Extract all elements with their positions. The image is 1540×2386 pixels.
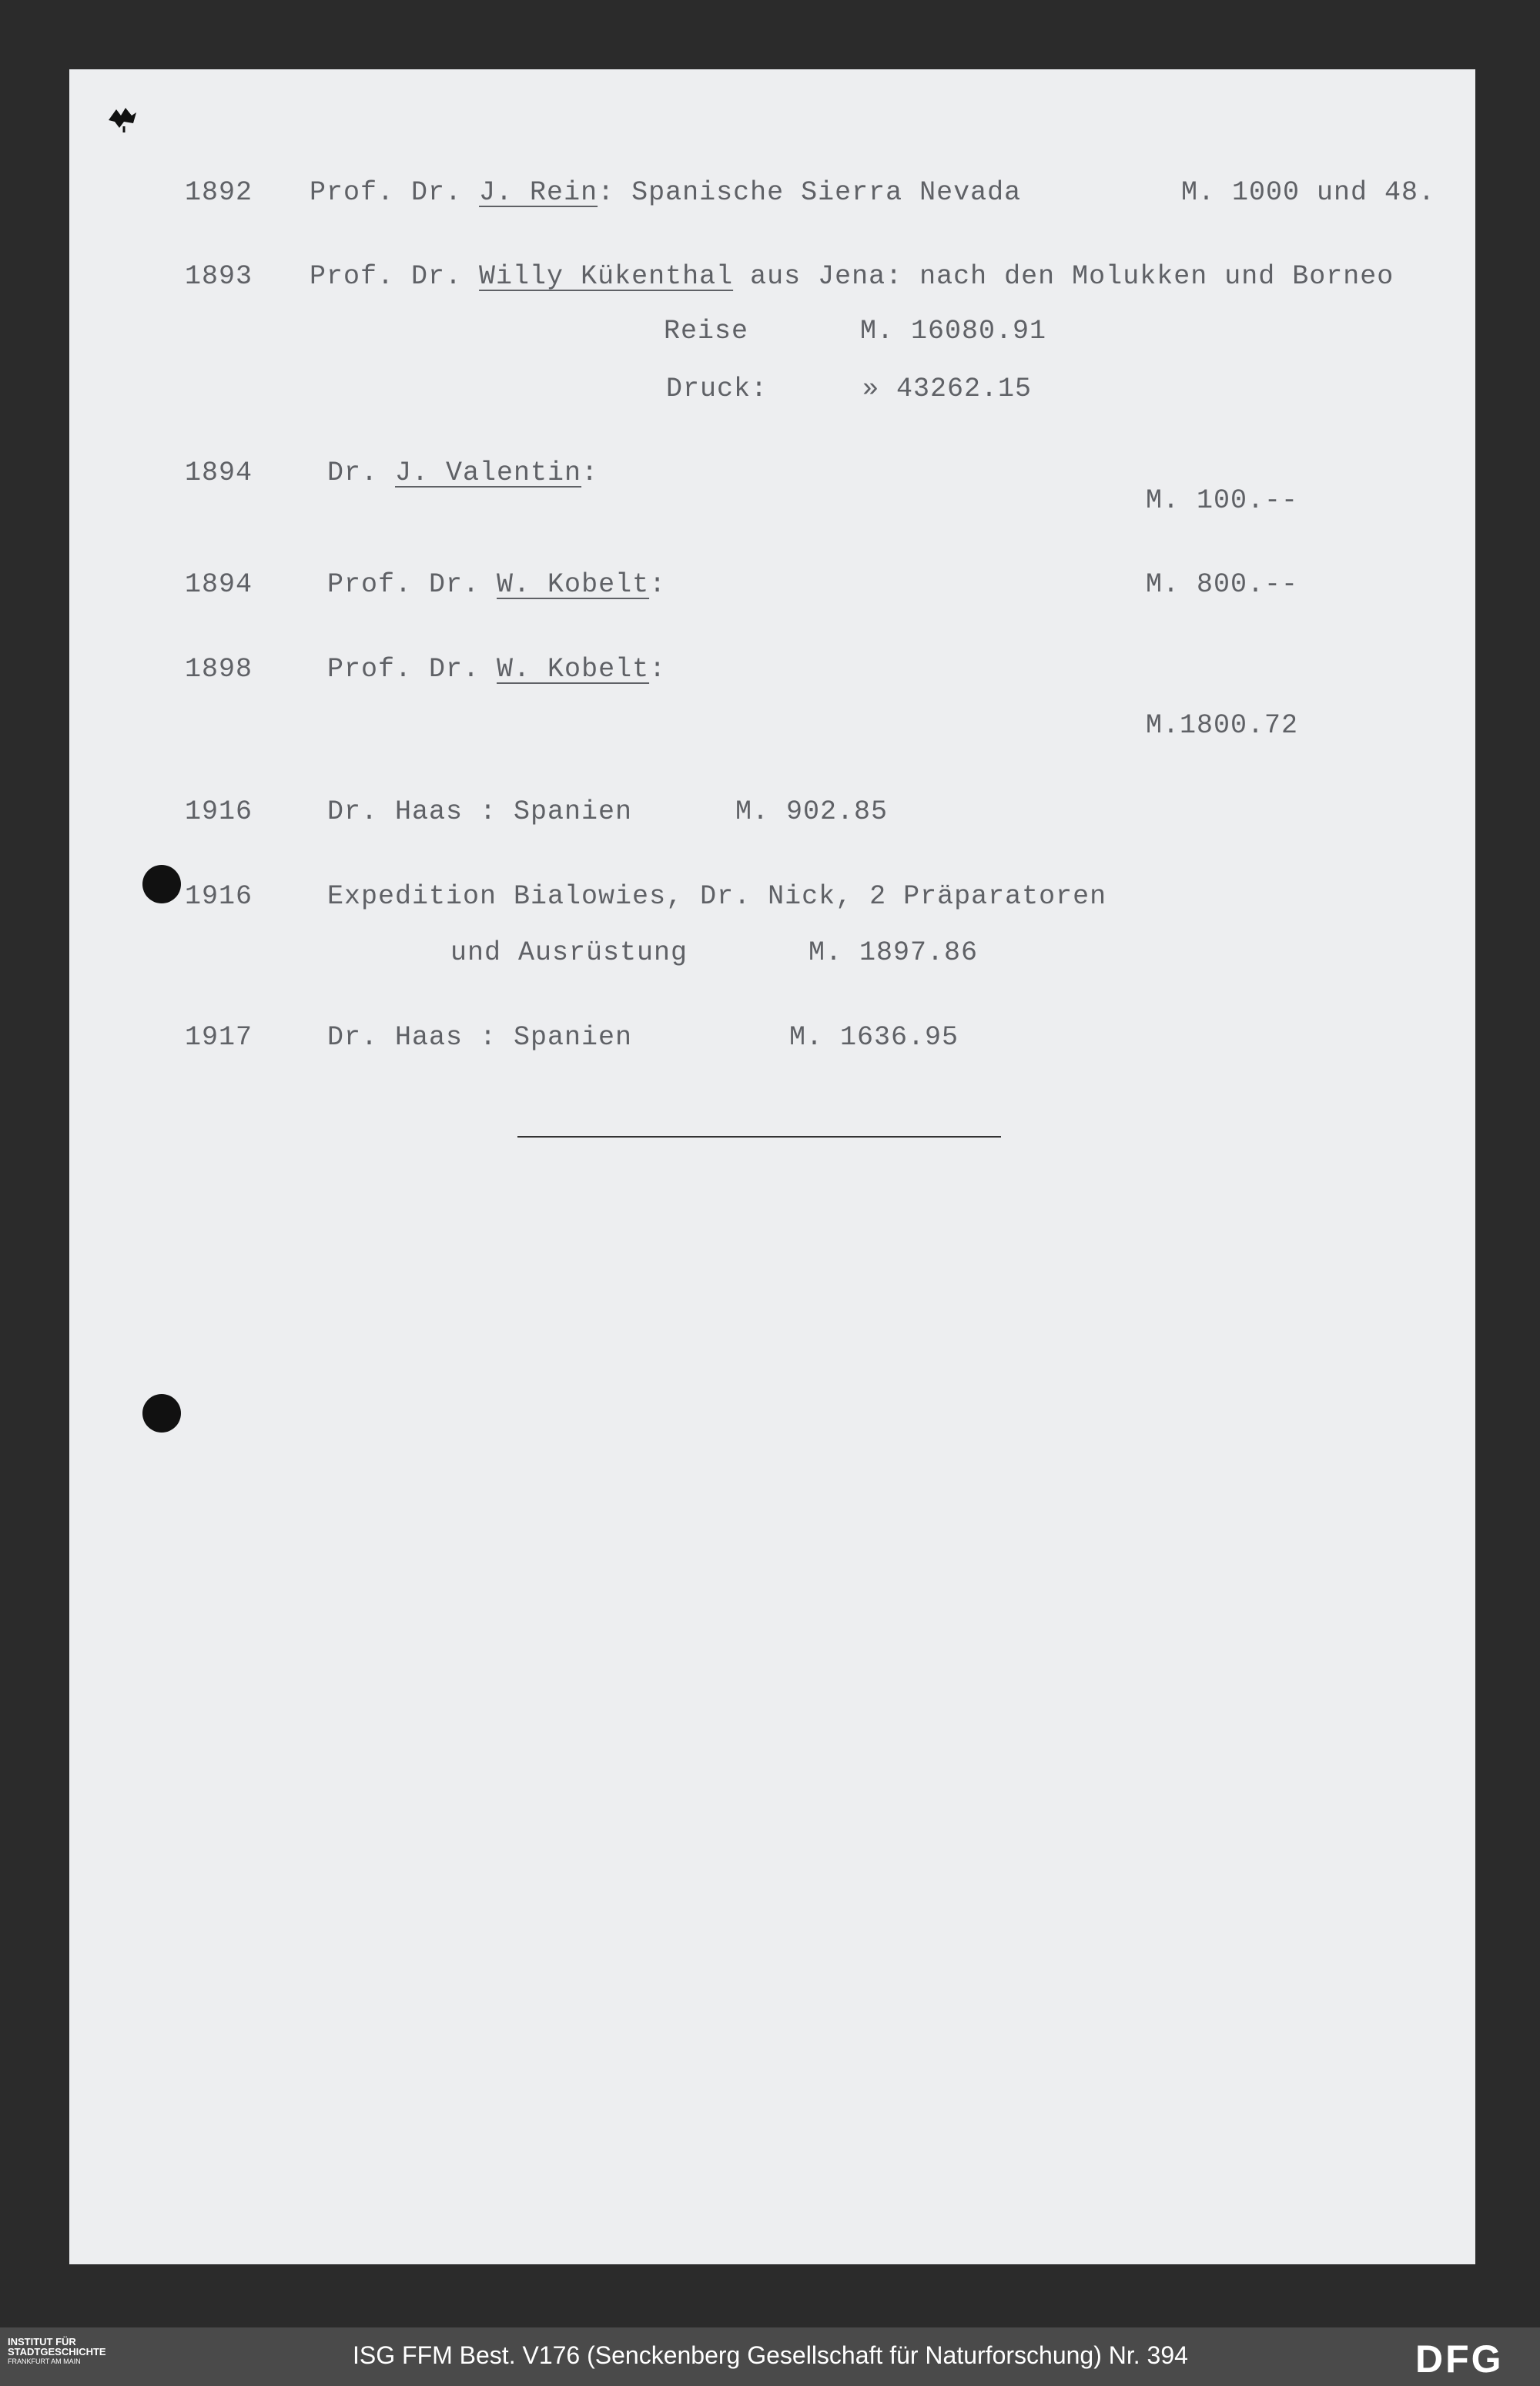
- entry-title-prefix: Dr.: [327, 457, 396, 488]
- entry-title-prefix: Prof. Dr.: [327, 569, 497, 600]
- entry-description: :: [581, 457, 599, 488]
- entry-year: 1916: [185, 796, 253, 827]
- archive-caption: ISG FFM Best. V176 (Senckenberg Gesellschaft für Naturforschung) Nr. 394: [353, 2341, 1188, 2369]
- handwritten-mark-icon: [105, 105, 139, 134]
- entry-title-prefix: Prof. Dr.: [310, 261, 480, 292]
- archive-footer: [0, 2327, 1540, 2386]
- entry-description: Dr. Haas : Spanien: [327, 1022, 633, 1053]
- entry-amount: M. 100.--: [1146, 485, 1299, 516]
- entry-line: [327, 654, 666, 685]
- closing-rule: [517, 1136, 1001, 1138]
- entry-person-name: J. Valentin: [395, 457, 582, 488]
- entry-description: aus Jena: nach den Molukken und Borneo: [733, 261, 1394, 292]
- entry-amount: M. 1897.86: [808, 937, 979, 968]
- entry-line: [327, 569, 666, 600]
- entry-year: 1894: [185, 569, 253, 600]
- entry-person-name: Willy Kükenthal: [479, 261, 734, 292]
- institute-logo: [8, 2337, 131, 2367]
- entry-amount: M.1800.72: [1146, 710, 1299, 741]
- dfg-logo: DFG: [1415, 2337, 1504, 2381]
- institute-line: INSTITUT FÜR: [8, 2336, 76, 2347]
- reise-amount: M. 16080.91: [860, 316, 1047, 347]
- entry-amount: M. 1000 und 48.: [1181, 177, 1436, 208]
- institute-subline: FRANKFURT AM MAIN: [8, 2358, 81, 2365]
- entry-title-prefix: Prof. Dr.: [327, 654, 497, 685]
- entry-person-name: W. Kobelt: [497, 569, 650, 600]
- entry-line: [310, 261, 1394, 292]
- entry-description-continued: und Ausrüstung: [450, 937, 688, 968]
- reise-label: Reise: [664, 316, 749, 347]
- entry-description: :: [649, 654, 667, 685]
- druck-label: Druck:: [666, 374, 768, 404]
- entry-description: Expedition Bialowies, Dr. Nick, 2 Präparatoren: [327, 881, 1107, 912]
- institute-line: STADTGESCHICHTE: [8, 2346, 106, 2358]
- entry-description: : Spanische Sierra Nevada: [598, 177, 1022, 208]
- entry-amount: M. 902.85: [735, 796, 889, 827]
- entry-title-prefix: Prof. Dr.: [310, 177, 480, 208]
- entry-description: Dr. Haas : Spanien: [327, 796, 633, 827]
- entry-description: :: [649, 569, 667, 600]
- entry-year: 1916: [185, 881, 253, 912]
- entry-year: 1917: [185, 1022, 253, 1053]
- entry-line: [327, 457, 598, 488]
- druck-amount: » 43262.15: [862, 374, 1033, 404]
- entry-person-name: W. Kobelt: [497, 654, 650, 685]
- entry-person-name: J. Rein: [479, 177, 598, 208]
- entry-amount: M. 1636.95: [789, 1022, 959, 1053]
- punch-hole-bottom: [142, 1394, 181, 1433]
- entry-year: 1894: [185, 457, 253, 488]
- entry-year: 1892: [185, 177, 253, 208]
- entry-year: 1893: [185, 261, 253, 292]
- entry-line: [310, 177, 1021, 208]
- entry-amount: M. 800.--: [1146, 569, 1299, 600]
- punch-hole-top: [142, 865, 181, 903]
- document-page: [69, 69, 1475, 2264]
- entry-year: 1898: [185, 654, 253, 685]
